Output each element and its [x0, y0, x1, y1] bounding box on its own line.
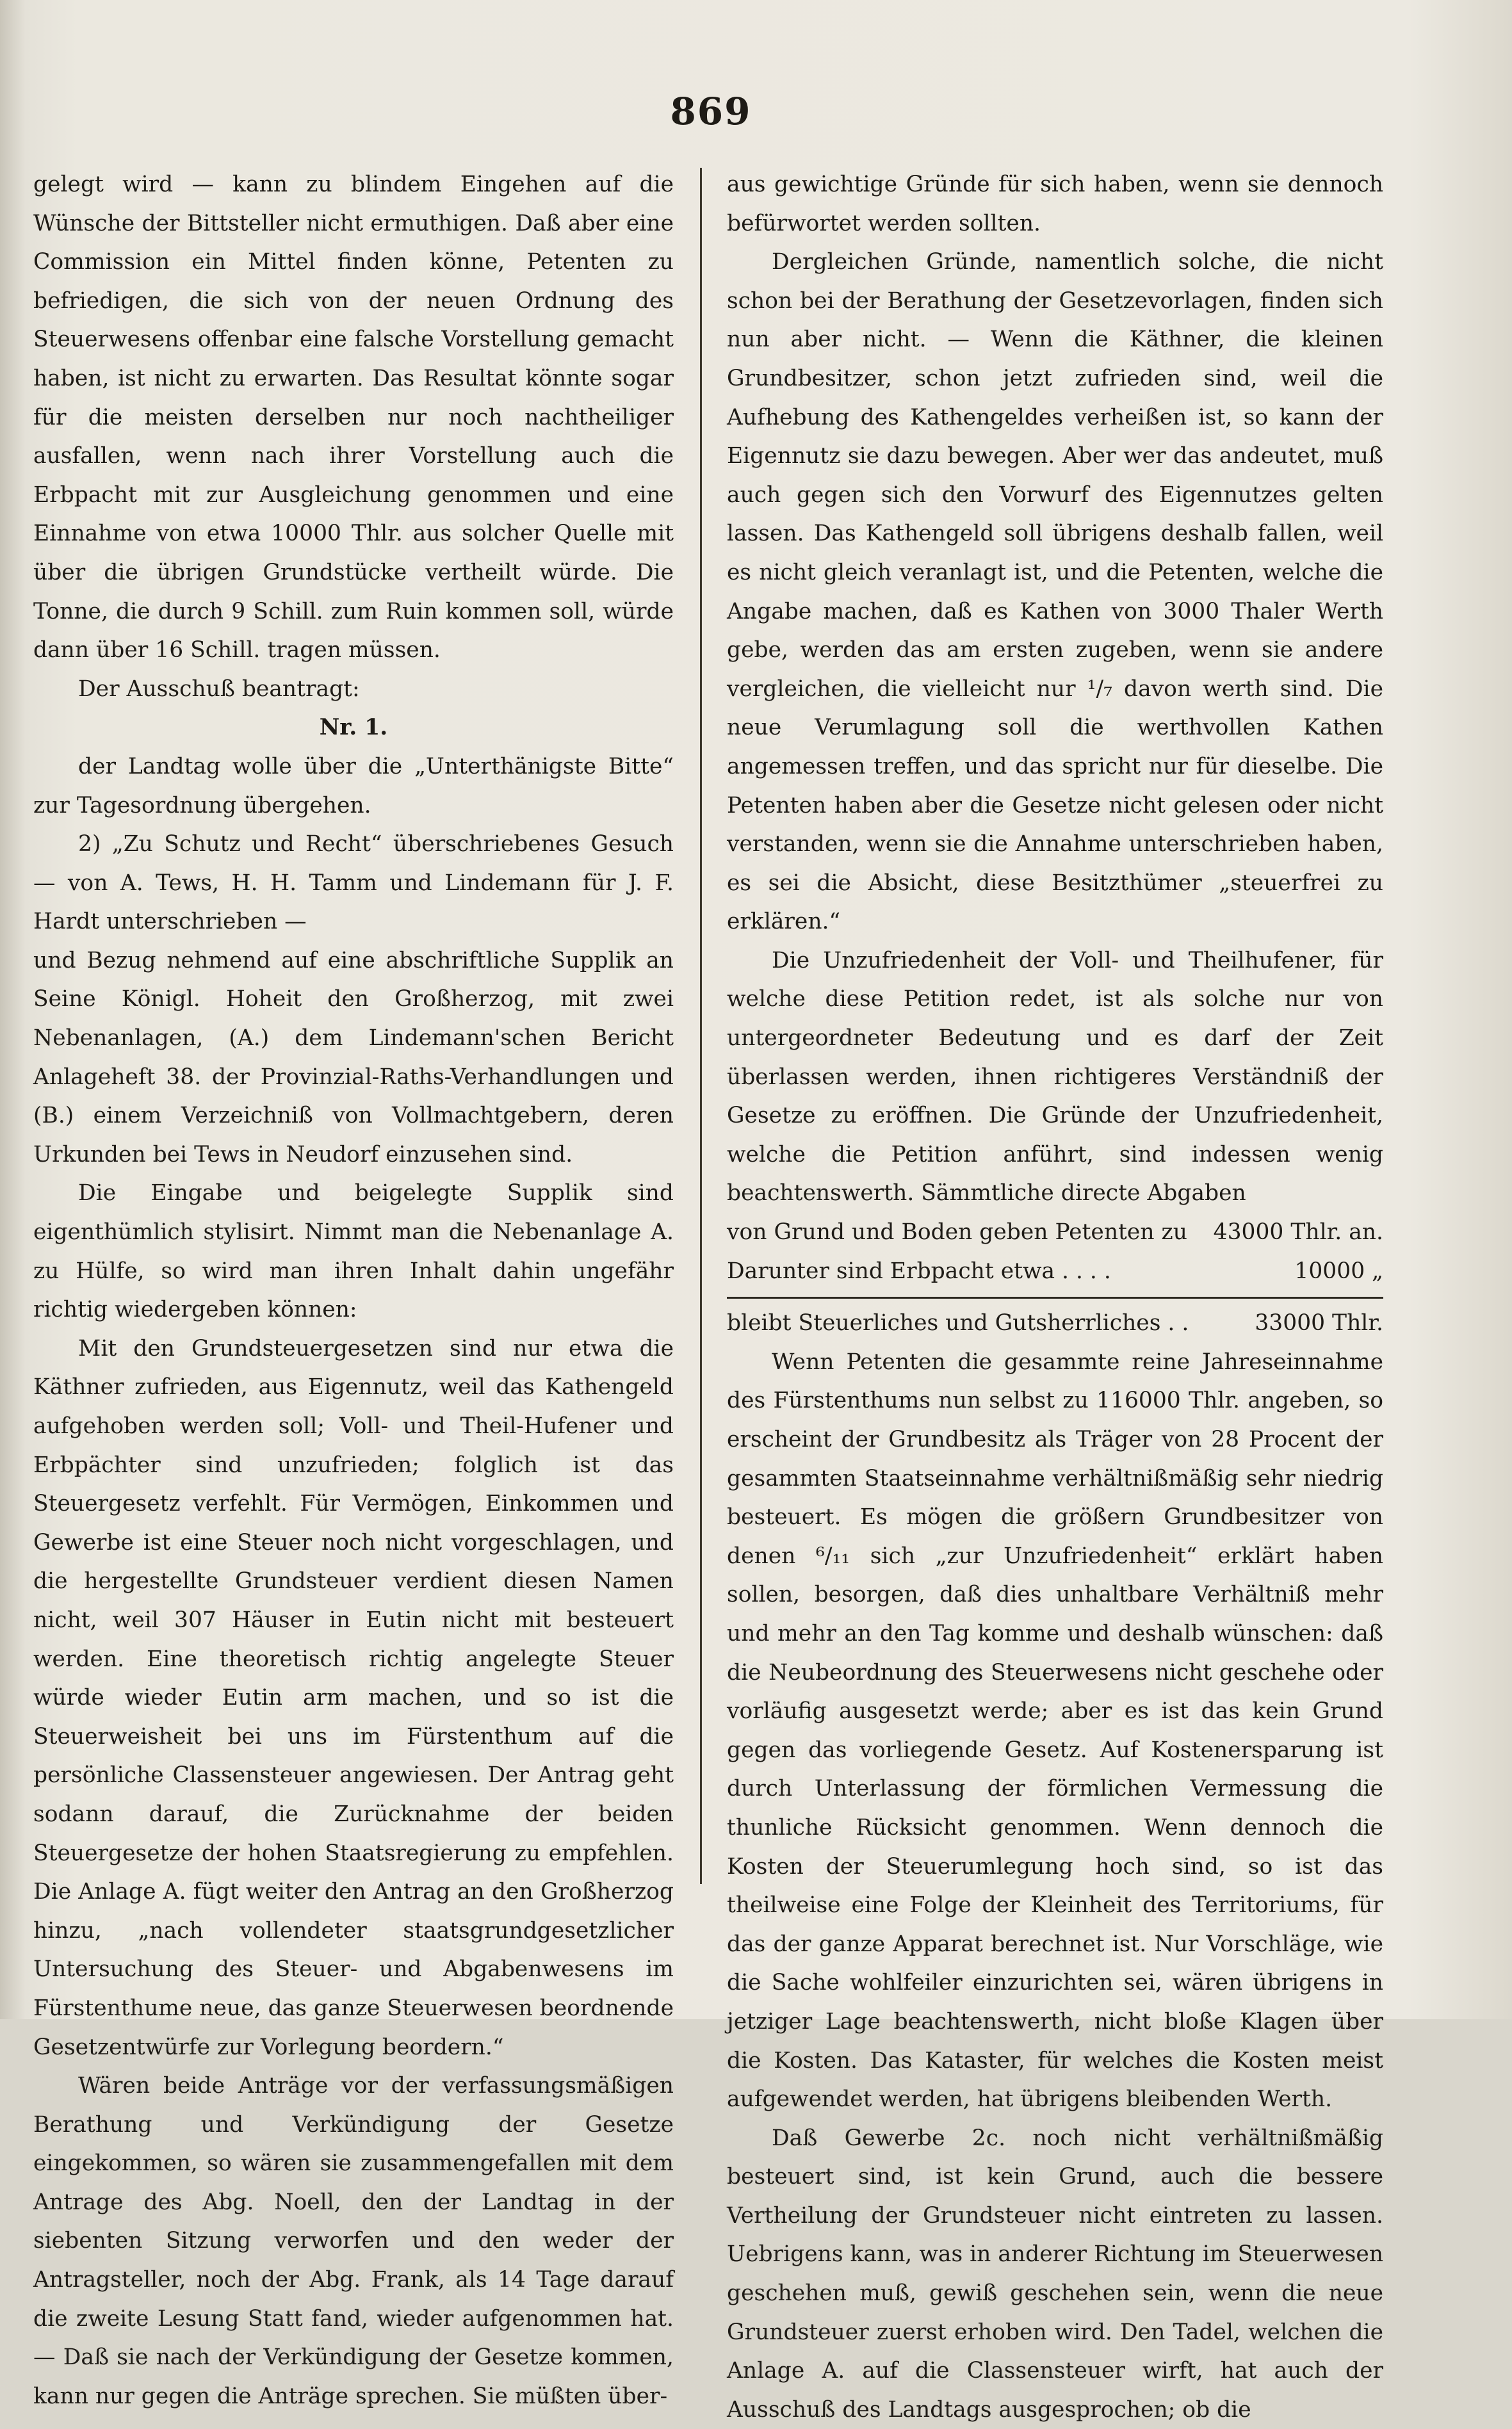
- paragraph: Wenn Petenten die gesammte reine Jahreseinnahme des Fürstenthums nun selbst zu 116000 Thlr. angeben, so erscheint der Grundbesitz als Träger von 28 Procent der gesammten Staatseinnahme verhältnißmäßig sehr niedrig besteuert. Es mögen die größern Grundbesitzer von denen ⁶/₁₁ sich „zur Unzufriedenheit“ erklärt haben sollen, besorgen, daß dies unhaltbare Verhältniß mehr und mehr an den Tag komme und deshalb wünschen: daß die Neubeordnung des Steuerwesens nicht geschehe oder vorläufig ausgesetzt werde; aber es ist das kein Grund gegen das vorliegende Gesetz. Auf Kostenersparung ist durch Unterlassung der förmlichen Vermessung die thunliche Rücksicht genommen. Wenn dennoch die Kosten der Steuerumlegung hoch sind, so ist das theilweise eine Folge der Kleinheit des Territoriums, für das der ganze Apparat berechnet ist. Nur Vorschläge, wie die Sache wohlfeiler einzurichten sei, wären übrigens in jetziger Lage beachtenswerth, nicht bloße Klagen über die Kosten. Das Kataster, für welches die Kosten meist aufgewendet werden, hat übrigens bleibenden Werth.: [727, 1349, 1383, 2113]
- paragraph: Die Unzufriedenheit der Voll- und Theilhufener, für welche diese Petition redet, ist als solche nur von untergeordneter Bedeutung und es darf der Zeit überlassen werden, ihnen richtigeres Verständniß der Gesetze zu eröffnen. Die Gründe der Unzufriedenheit, welche die Petition anführt, sind indessen wenig beachtenswerth. Sämmtliche directe Abgaben: [727, 947, 1383, 1206]
- column-divider: [700, 168, 702, 1884]
- amount-label: Darunter sind Erbpacht etwa . . . .: [727, 1258, 1111, 1284]
- right-column: [727, 165, 1383, 2429]
- paragraph: Wären beide Anträge vor der verfassungsmäßigen Berathung und Verkündigung der Gesetze eingekommen, so wären sie zusammengefallen mit dem Antrage des Abg. Noell, den der Landtag in der siebenten Sitzung verworfen und den weder der Antragsteller, noch der Abg. Frank, als 14 Tage darauf die zweite Lesung Statt fand, wieder aufgenommen hat. — Daß sie nach der Verkündigung der Gesetze kommen, kann nur gegen die Anträge sprechen. Sie müßten über-: [33, 2073, 674, 2409]
- sum-rule: [727, 1297, 1383, 1299]
- paragraph: Mit den Grundsteuergesetzen sind nur etwa die Käthner zufrieden, aus Eigennutz, weil das Kathengeld aufgehoben werden soll; Voll- und Theil-Hufener und Erbpächter sind unzufrieden; folglich ist das Steuergesetz verfehlt. Für Vermögen, Einkommen und Gewerbe ist eine Steuer noch nicht vorgeschlagen, und die hergestellte Grundsteuer verdient diesen Namen nicht, weil 307 Häuser in Eutin nicht mit besteuert werden. Eine theoretisch richtig angelegte Steuer würde wieder Eutin arm machen, und so ist die Steuerweisheit bei uns im Fürstenthum auf die persönliche Classensteuer angewiesen. Der Antrag geht sodann darauf, die Zurücknahme der beiden Steuergesetze der hohen Staatsregierung zu empfehlen. Die Anlage A. fügt weiter den Antrag an den Großherzog hinzu, „nach vollendeter staatsgrundgesetzlicher Untersuchung des Steuer- und Abgabenwesens im Fürstenthume neue, das ganze Steuerwesen beordnende Gesetzentwürfe zur Vorlegung beordern.“: [33, 1335, 674, 2060]
- amount-value: 33000 Thlr.: [1255, 1310, 1383, 1336]
- paragraph: gelegt wird — kann zu blindem Eingehen auf die Wünsche der Bittsteller nicht ermuthigen. Daß aber eine Commission ein Mittel finden könne, Petenten zu befriedigen, die sich von der neuen Ordnung des Steuerwesens offenbar eine falsche Vorstellung gemacht haben, ist nicht zu erwarten. Das Resultat könnte sogar für die meisten derselben nur noch nachtheiliger ausfallen, wenn nach ihrer Vorstellung auch die Erbpacht mit zur Ausgleichung genommen und eine Einnahme von etwa 10000 Thlr. aus solcher Quelle mit über die übrigen Grundstücke vertheilt würde. Die Tonne, die durch 9 Schill. zum Ruin kommen soll, würde dann über 16 Schill. tragen müssen.: [33, 172, 674, 663]
- petition-title: 2) „Zu Schutz und Recht“ überschriebenes Gesuch — von A. Tews, H. H. Tamm und Lindemann für J. F. Hardt unterschrieben —: [33, 831, 674, 935]
- left-column: [33, 165, 674, 2416]
- amount-row: [727, 1213, 1383, 1252]
- amount-label: von Grund und Boden geben Petenten zu: [727, 1219, 1187, 1246]
- amount-row: [727, 1252, 1383, 1291]
- paragraph: Dergleichen Gründe, namentlich solche, die nicht schon bei der Berathung der Gesetzevorlagen, finden sich nun aber nicht. — Wenn die Käthner, die kleinen Grundbesitzer, schon jetzt zufrieden sind, weil die Aufhebung des Kathengeldes verheißen ist, so kann der Eigennutz sie dazu bewegen. Aber wer das andeutet, muß auch gegen sich den Vorwurf des Eigennutzes gelten lassen. Das Kathengeld soll übrigens deshalb fallen, weil es nicht gleich veranlagt ist, und die Petenten, welche die Angabe machen, daß es Kathen von 3000 Thaler Werth gebe, werden das am ersten zugeben, wenn sie andere vergleichen, die vielleicht nur ¹/₇ davon werth sind. Die neue Verumlagung soll die werthvollen Kathen angemessen treffen, und das spricht nur für dieselbe. Die Petenten haben aber die Gesetze nicht gelesen oder nicht verstanden, wenn sie die Annahme unterschrieben haben, es sei die Absicht, diese Besitzthümer „steuerfrei zu erklären.“: [727, 249, 1383, 935]
- paragraph: Die Eingabe und beigelegte Supplik sind eigenthümlich stylisirt. Nimmt man die Nebenanlage A. zu Hülfe, so wird man ihren Inhalt dahin ungefähr richtig wiedergeben können:: [33, 1180, 674, 1323]
- amount-row: [727, 1304, 1383, 1343]
- paragraph: aus gewichtige Gründe für sich haben, wenn sie dennoch befürwortet werden sollten.: [727, 172, 1383, 236]
- paragraph: Der Ausschuß beantragt:: [78, 676, 360, 702]
- motion-heading: Nr. 1.: [319, 715, 388, 741]
- amount-label: bleibt Steuerliches und Gutsherrliches . .: [727, 1310, 1189, 1336]
- amount-value: 43000 Thlr. an.: [1213, 1219, 1383, 1246]
- paragraph: der Landtag wolle über die „Unterthänigste Bitte“ zur Tagesordnung übergehen.: [33, 753, 674, 818]
- amount-value: 10000 „: [1294, 1258, 1383, 1284]
- paragraph: und Bezug nehmend auf eine abschriftliche Supplik an Seine Königl. Hoheit den Großherzog, mit zwei Nebenanlagen, (A.) dem Lindemann'schen Bericht Anlageheft 38. der Provinzial-Raths-Verhandlungen und (B.) einem Verzeichniß von Vollmachtgebern, deren Urkunden bei Tews in Neudorf einzusehen sind.: [33, 947, 674, 1167]
- paragraph: Daß Gewerbe 2c. noch nicht verhältnißmäßig besteuert sind, ist kein Grund, auch die bessere Vertheilung der Grundsteuer nicht eintreten zu lassen. Uebrigens kann, was in anderer Richtung im Steuerwesen geschehen muß, gewiß geschehen sein, wenn die neue Grundsteuer zuerst erhoben wird. Den Tadel, welchen die Anlage A. auf die Classensteuer wirft, hat auch der Ausschuß des Landtags ausgesprochen; ob die: [727, 2125, 1383, 2423]
- page-number: 869: [670, 90, 752, 133]
